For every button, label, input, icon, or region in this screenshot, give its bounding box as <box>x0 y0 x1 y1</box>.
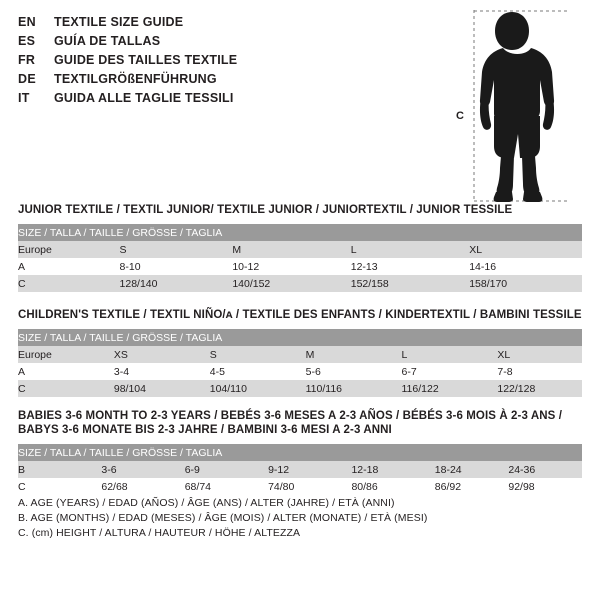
section-babies <box>18 409 582 495</box>
language-code: ES <box>18 34 36 48</box>
size-table-children <box>18 329 582 397</box>
table-cell: 14-16 <box>469 258 582 275</box>
table-cell: 140/152 <box>232 275 350 292</box>
toddler-silhouette-icon <box>440 6 590 206</box>
column-header: XL <box>469 241 582 258</box>
table-cell: 92/98 <box>508 478 582 495</box>
size-table-junior <box>18 224 582 292</box>
table-cell: 7-8 <box>497 363 582 380</box>
table-header-label: SIZE / TALLA / TAILLE / GRÖSSE / TAGLIA <box>18 224 582 241</box>
legend-line: C. (cm) HEIGHT / ALTURA / HAUTEUR / HÖHE / ALTEZZA <box>18 527 301 539</box>
table-cell: 5-6 <box>306 363 402 380</box>
table-header-label: SIZE / TALLA / TAILLE / GRÖSSE / TAGLIA <box>18 329 582 346</box>
language-row <box>18 52 438 69</box>
table-cell: 4-5 <box>210 363 306 380</box>
section-title-babies: BABIES 3-6 MONTH TO 2-3 YEARS / BEBÉS 3-6 MESES A 2-3 AÑOS / BÉBÉS 3-6 MOIS À 2-3 ANS / BABYS 3-6 MONATE BIS 2-3 JAHRE / BAMBINI 3-6 MESI A 2-3 ANNI <box>18 410 562 436</box>
row-key: B <box>18 461 101 478</box>
section-title-children: CHILDREN'S TEXTILE / TEXTIL NIÑO/ᴀ / TEXTILE DES ENFANTS / KINDERTEXTIL / BAMBINI TESSILE <box>18 309 582 321</box>
column-header: L <box>402 346 498 363</box>
table-cell: 74/80 <box>268 478 351 495</box>
table-header-row <box>18 444 582 461</box>
column-header: XL <box>497 346 582 363</box>
table-cell: 10-12 <box>232 258 350 275</box>
language-code: IT <box>18 91 30 105</box>
column-header: M <box>232 241 350 258</box>
table-cell: 98/104 <box>114 380 210 397</box>
height-marker-label: C <box>456 110 464 122</box>
table-cell: 18-24 <box>435 461 509 478</box>
table-cell: 152/158 <box>351 275 469 292</box>
language-title: GUIDA ALLE TAGLIE TESSILI <box>54 91 234 105</box>
table-cell: 104/110 <box>210 380 306 397</box>
table-cell: 68/74 <box>185 478 268 495</box>
row-key: C <box>18 275 120 292</box>
language-row <box>18 14 438 31</box>
table-cell: 12-13 <box>351 258 469 275</box>
table-cell: 3-4 <box>114 363 210 380</box>
language-code: DE <box>18 72 36 86</box>
table-row <box>18 346 582 363</box>
column-header: S <box>210 346 306 363</box>
section-children <box>18 308 582 397</box>
section-title-junior: JUNIOR TEXTILE / TEXTIL JUNIOR/ TEXTILE JUNIOR / JUNIORTEXTIL / JUNIOR TESSILE <box>18 204 513 216</box>
table-cell: 12-18 <box>351 461 434 478</box>
section-junior <box>18 203 582 292</box>
table-row <box>18 275 582 292</box>
column-header: M <box>306 346 402 363</box>
table-header-label: SIZE / TALLA / TAILLE / GRÖSSE / TAGLIA <box>18 444 582 461</box>
table-cell: 80/86 <box>351 478 434 495</box>
language-row <box>18 33 438 50</box>
table-row <box>18 363 582 380</box>
table-row <box>18 478 582 495</box>
row-key: A <box>18 363 114 380</box>
legend-line: B. AGE (MONTHS) / EDAD (MESES) / ÂGE (MOIS) / ALTER (MONATE) / ETÀ (MESI) <box>18 512 428 524</box>
column-header: S <box>120 241 233 258</box>
table-cell: 24-36 <box>508 461 582 478</box>
table-row <box>18 258 582 275</box>
language-title: GUÍA DE TALLAS <box>54 34 161 48</box>
language-code: FR <box>18 53 36 67</box>
legend-line: A. AGE (YEARS) / EDAD (AÑOS) / ÂGE (ANS) / ALTER (JAHRE) / ETÀ (ANNI) <box>18 497 395 509</box>
column-header: L <box>351 241 469 258</box>
language-code: EN <box>18 15 36 29</box>
toddler-silhouette-figure <box>440 6 590 206</box>
language-title: GUIDE DES TAILLES TEXTILE <box>54 53 238 67</box>
table-row <box>18 461 582 478</box>
language-row <box>18 90 438 107</box>
table-cell: 158/170 <box>469 275 582 292</box>
table-cell: 110/116 <box>306 380 402 397</box>
table-cell: 8-10 <box>120 258 233 275</box>
row-key: C <box>18 478 101 495</box>
table-row <box>18 241 582 258</box>
language-header <box>18 14 438 107</box>
column-header: Europe <box>18 346 114 363</box>
language-title: TEXTILGRÖßENFÜHRUNG <box>54 72 217 86</box>
table-cell: 128/140 <box>120 275 233 292</box>
column-header: XS <box>114 346 210 363</box>
table-cell: 9-12 <box>268 461 351 478</box>
table-cell: 6-9 <box>185 461 268 478</box>
table-cell: 6-7 <box>402 363 498 380</box>
table-cell: 3-6 <box>101 461 184 478</box>
row-key: C <box>18 380 114 397</box>
language-row <box>18 71 438 88</box>
language-title: TEXTILE SIZE GUIDE <box>54 15 184 29</box>
row-key: A <box>18 258 120 275</box>
legend <box>18 496 582 541</box>
column-header: Europe <box>18 241 120 258</box>
table-cell: 122/128 <box>497 380 582 397</box>
table-header-row <box>18 224 582 241</box>
table-cell: 116/122 <box>402 380 498 397</box>
table-cell: 86/92 <box>435 478 509 495</box>
size-table-babies <box>18 444 582 495</box>
table-header-row <box>18 329 582 346</box>
table-cell: 62/68 <box>101 478 184 495</box>
table-row <box>18 380 582 397</box>
